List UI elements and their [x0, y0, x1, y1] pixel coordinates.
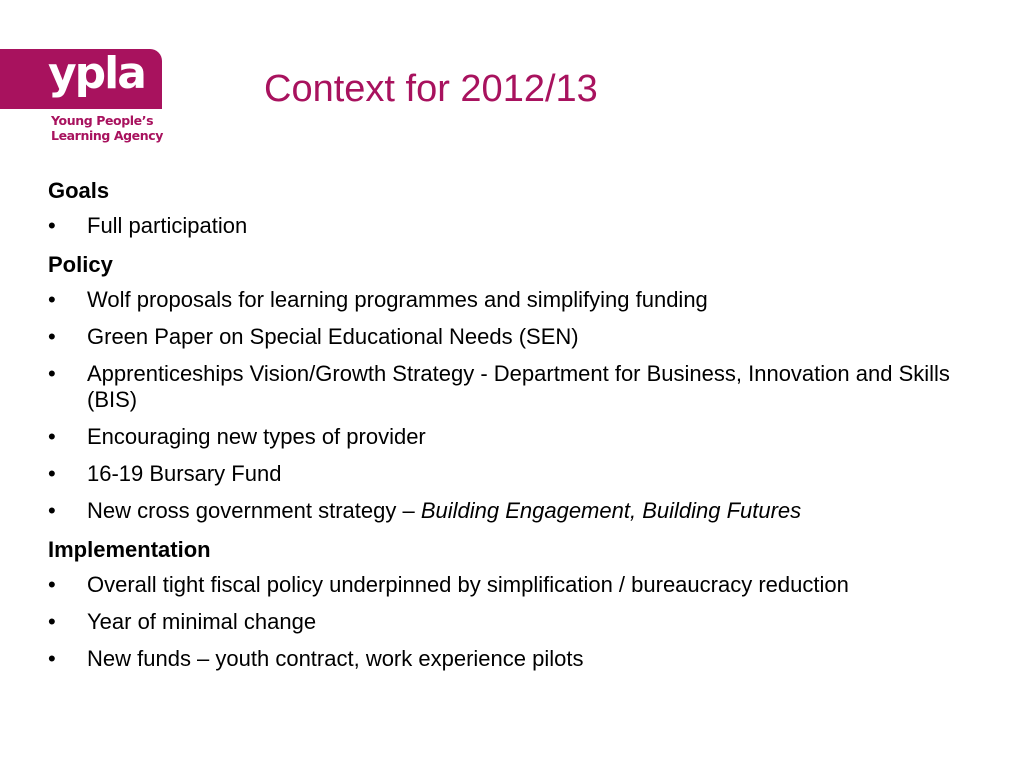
- list-item: [48, 213, 988, 239]
- list-item: [48, 572, 988, 598]
- logo-subtitle-line2: Learning Agency: [51, 128, 163, 143]
- logo-subtitle-line1: Young People’s: [51, 113, 154, 128]
- list-item: [48, 361, 988, 413]
- list-item-text: 16-19 Bursary Fund: [87, 461, 282, 486]
- list-item-text: Wolf proposals for learning programmes and simplifying funding: [87, 287, 708, 312]
- bullet-marker: •: [48, 646, 56, 671]
- bullet-marker: •: [48, 287, 56, 312]
- list-item: [48, 498, 988, 524]
- list-item: [48, 646, 988, 672]
- bullet-marker: •: [48, 498, 56, 523]
- list-item-text: Apprenticeships Vision/Growth Strategy - Department for Business, Innovation and Skills (BIS): [87, 361, 950, 412]
- list-item: [48, 324, 988, 350]
- section-heading-implementation: Implementation: [48, 537, 211, 562]
- list-item-text: New funds – youth contract, work experience pilots: [87, 646, 584, 671]
- slide-title: Context for 2012/13: [264, 68, 598, 110]
- list-item-text: Full participation: [87, 213, 248, 238]
- list-item: [48, 424, 988, 450]
- bullet-marker: •: [48, 424, 56, 449]
- list-item-text: Encouraging new types of provider: [87, 424, 426, 449]
- bullet-marker: •: [48, 324, 56, 349]
- logo-wordmark: ypla: [48, 48, 145, 99]
- list-item: [48, 609, 988, 635]
- bullet-marker: •: [48, 461, 56, 486]
- list-item-text: Year of minimal change: [87, 609, 317, 634]
- bullet-marker: •: [48, 361, 56, 386]
- list-item: [48, 287, 988, 313]
- strategy-title: Building Engagement, Building Futures: [420, 498, 802, 523]
- list-item-text: [87, 498, 801, 523]
- ypla-logo: [0, 0, 180, 160]
- section-heading-policy: Policy: [48, 252, 113, 277]
- section-heading-goals: Goals: [48, 178, 110, 203]
- bullet-marker: •: [48, 609, 56, 634]
- logo-subtitle: [51, 113, 163, 143]
- bullet-marker: •: [48, 572, 56, 597]
- bullet-marker: •: [48, 213, 56, 238]
- list-item: [48, 461, 988, 487]
- list-item-text: Green Paper on Special Educational Needs (SEN): [87, 324, 579, 349]
- list-item-text: Overall tight fiscal policy underpinned by simplification / bureaucracy reduction: [87, 572, 849, 597]
- slide-body: [48, 176, 988, 683]
- list-item-prefix: New cross government strategy –: [87, 498, 421, 523]
